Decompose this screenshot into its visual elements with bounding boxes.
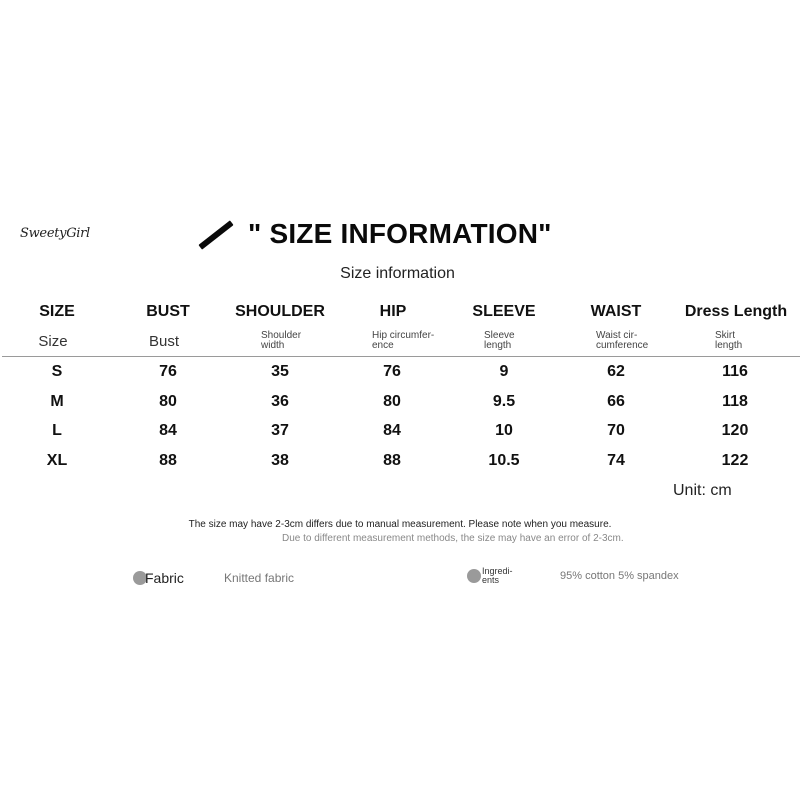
table-cell: 76 xyxy=(159,363,177,380)
unit-label: Unit: cm xyxy=(673,482,732,499)
table-cell: 120 xyxy=(721,422,749,439)
header-dress-length: Dress Length xyxy=(684,303,788,320)
table-cell: 37 xyxy=(271,422,289,439)
subheader-waist: Waist cir- cumference xyxy=(596,330,649,351)
table-cell: 76 xyxy=(383,363,401,380)
ingredients-label: Ingredi- ents xyxy=(482,566,513,585)
fabric-value: Knitted fabric xyxy=(224,571,295,585)
table-cell: 66 xyxy=(607,393,625,410)
ingredients-value: 95% cotton 5% spandex xyxy=(560,570,679,582)
table-cell: 80 xyxy=(159,393,177,410)
table-cell: 70 xyxy=(607,422,625,439)
table-cell: 84 xyxy=(159,422,177,439)
page-title: " SIZE INFORMATION" xyxy=(248,218,552,249)
table-cell: XL xyxy=(46,452,68,469)
brand-logo-text: SweetyGirl xyxy=(20,226,90,241)
subheader-hip: Hip circumfer- ence xyxy=(372,330,435,351)
subheader-dress-length: Skirt length xyxy=(715,330,743,351)
subheader-sleeve: Sleeve length xyxy=(484,330,515,351)
table-cell: 38 xyxy=(271,452,289,469)
table-cell: 9 xyxy=(499,363,509,380)
slash-decoration xyxy=(198,220,233,249)
fabric-label: Fabric xyxy=(145,570,184,586)
measurement-note-secondary: Due to different measurement methods, the size may have an error of 2-3cm. xyxy=(282,533,624,544)
header-sleeve: SLEEVE xyxy=(472,303,536,320)
subheader-size: Size xyxy=(38,333,68,350)
header-waist: WAIST xyxy=(590,303,642,320)
table-cell: S xyxy=(51,363,63,380)
table-cell: 35 xyxy=(271,363,289,380)
bullet-dot-icon xyxy=(467,569,481,583)
header-hip: HIP xyxy=(379,303,407,320)
table-cell: 116 xyxy=(722,363,748,380)
subheader-shoulder: Shoulder width xyxy=(261,330,302,351)
page-subtitle: Size information xyxy=(340,265,455,282)
header-shoulder: SHOULDER xyxy=(235,303,325,320)
table-cell: 10 xyxy=(495,422,513,439)
table-cell: 9.5 xyxy=(492,393,516,410)
header-bust: BUST xyxy=(146,303,190,320)
header-size: SIZE xyxy=(39,303,75,320)
table-cell: 118 xyxy=(722,393,748,410)
table-cell: 36 xyxy=(271,393,289,410)
header-divider xyxy=(2,356,800,357)
table-cell: 10.5 xyxy=(488,452,520,469)
table-cell: 74 xyxy=(607,452,625,469)
table-cell: 62 xyxy=(607,363,625,380)
table-cell: 84 xyxy=(383,422,401,439)
subheader-bust: Bust xyxy=(148,333,179,350)
table-cell: 122 xyxy=(721,452,749,469)
measurement-note: The size may have 2-3cm differs due to manual measurement. Please note when you measure. xyxy=(188,519,612,530)
table-cell: 80 xyxy=(383,393,401,410)
table-cell: 88 xyxy=(159,452,177,469)
table-cell: L xyxy=(52,422,62,439)
table-cell: M xyxy=(50,393,64,410)
table-cell: 88 xyxy=(383,452,401,469)
